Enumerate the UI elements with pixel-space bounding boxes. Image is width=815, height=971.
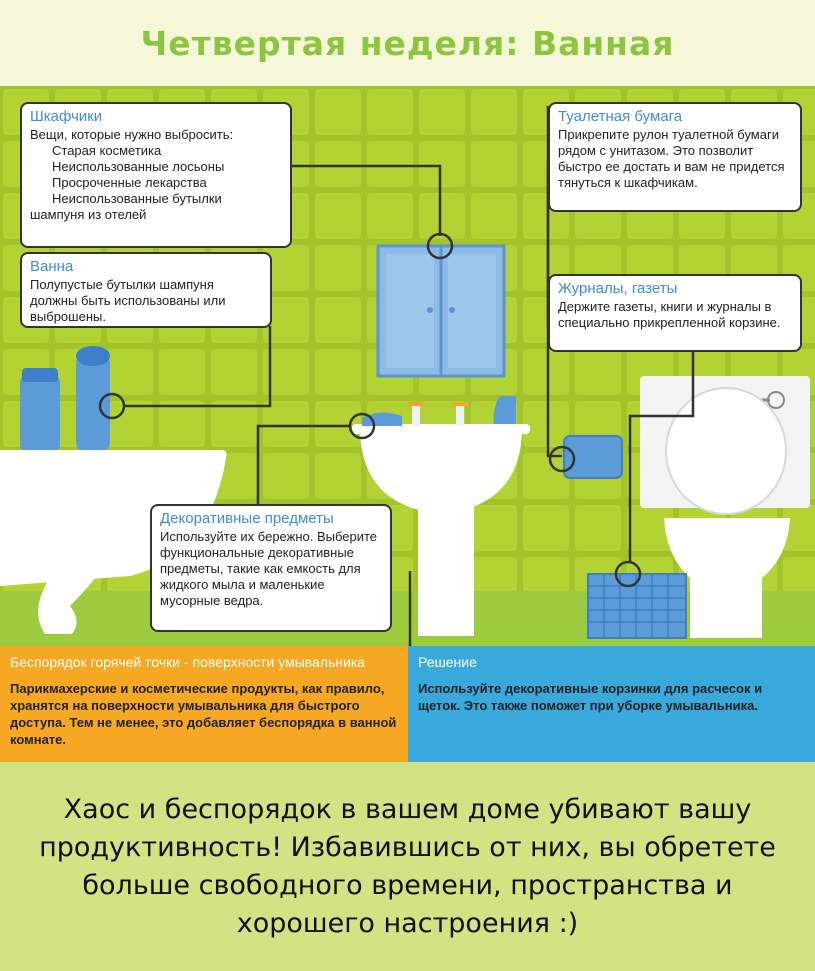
callout-decor xyxy=(150,504,392,632)
bath-text: Полупустые бутылки шампуня должны быть использованы или выброшены. xyxy=(30,277,226,324)
callout-toilet-paper xyxy=(548,102,802,212)
hotspot-panel xyxy=(0,646,408,762)
toilet-paper-text: Прикрепите рулон туалетной бумаги рядом с унитазом. Это позволит быстро ее достать и вам не придется тянуться к шкафчикам. xyxy=(558,127,785,190)
shampoo-bottle-small xyxy=(20,376,60,451)
cabinets-tail: шампуня из отелей xyxy=(30,207,147,222)
list-item: Неиспользованные бутылки xyxy=(52,191,222,206)
toilet-lid xyxy=(666,388,786,514)
hotspot-text: Парикмахерские и косметические продукты, как правило, хранятся на поверхности умывальника для быстрого доступа. Тем не менее, это добавляет беспорядка в ванной комнате. xyxy=(10,681,397,747)
toilet-paper-title: Туалетная бумага xyxy=(558,108,683,125)
magazines-title: Журналы, газеты xyxy=(558,280,678,297)
decor-text: Используйте их бережно. Выберите функциональные декоративные предметы, такие как емкость для жидкого мыла и маленькие мусорные ведра. xyxy=(160,529,378,608)
bathroom-scene xyxy=(0,86,815,646)
bath-title: Ванна xyxy=(30,258,74,275)
cabinets-list xyxy=(30,143,282,207)
hotspot-title: Беспорядок горячей точки - поверхности умывальника xyxy=(10,654,366,670)
solution-title: Решение xyxy=(418,654,477,670)
sink-pedestal xyxy=(418,496,474,636)
list-item: Просроченные лекарства xyxy=(52,175,207,190)
page-title: Четвертая неделя: Ванная xyxy=(140,23,675,63)
callout-magazines xyxy=(548,274,802,352)
magazines-text: Держите газеты, книги и журналы в специально прикрепленной корзине. xyxy=(558,299,781,330)
callout-cabinets xyxy=(20,102,292,248)
callout-bath xyxy=(20,252,272,328)
cabinets-title: Шкафчики xyxy=(30,108,103,125)
list-item: Неиспользованные лосьоны xyxy=(52,159,225,174)
cabinets-intro: Вещи, которые нужно выбросить: xyxy=(30,127,234,142)
solution-panel xyxy=(408,646,815,762)
faucet xyxy=(412,404,420,426)
shampoo-bottle-tall xyxy=(76,354,110,452)
footer xyxy=(0,762,815,971)
decor-title: Декоративные предметы xyxy=(160,510,334,527)
solution-text: Используйте декоративные корзинки для расчесок и щеток. Это также поможет при уборке умывальника. xyxy=(418,681,763,713)
list-item: Старая косметика xyxy=(52,143,162,158)
footer-text: Хаос и беспорядок в вашем доме убивают вашу продуктивность! Избавившись от них, вы обретете больше свободного времени, пространства и хорошего настроения :) xyxy=(39,793,776,939)
header xyxy=(0,0,815,86)
